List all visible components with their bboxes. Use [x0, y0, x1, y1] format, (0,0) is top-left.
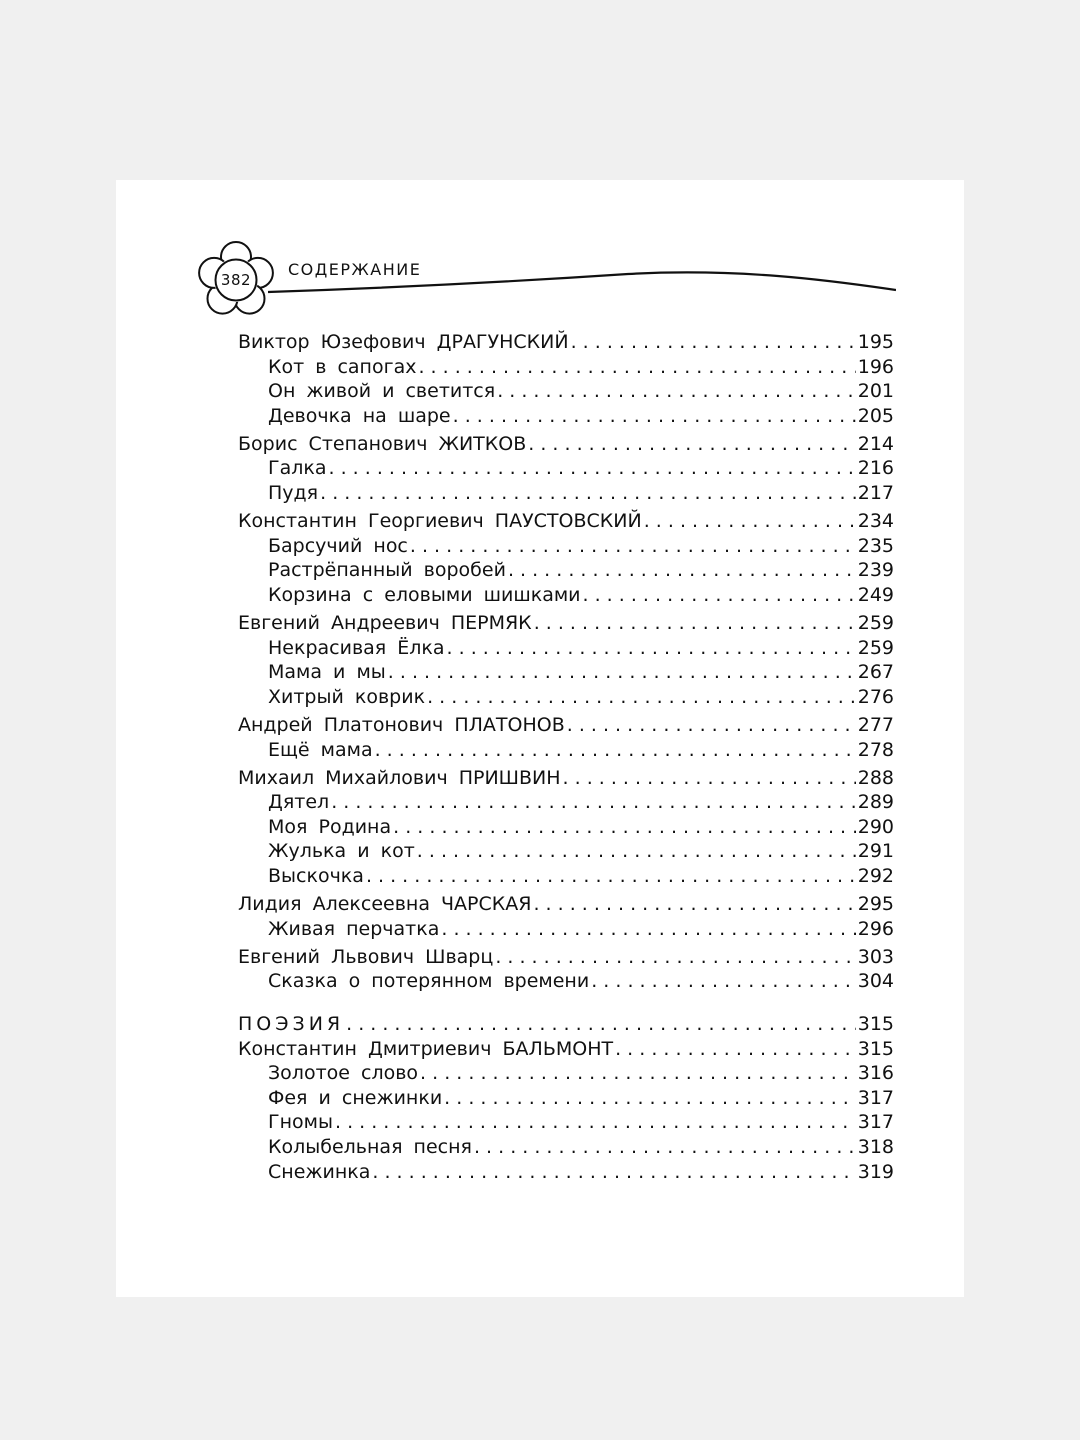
toc-entry-author[interactable]: [238, 330, 894, 355]
toc-entry-page: 278: [857, 738, 894, 761]
page-header: [196, 240, 896, 320]
toc-entry-page: 296: [857, 917, 894, 940]
toc-entry-title: Дятел: [268, 791, 330, 814]
dot-leader: [453, 404, 856, 429]
toc-entry-page: 195: [857, 331, 894, 353]
toc-entry-page: 290: [857, 815, 894, 838]
dot-leader: [320, 481, 856, 506]
toc-entry-page: 267: [857, 661, 894, 684]
toc-entry-title: Растрёпанный воробей: [268, 559, 506, 582]
toc-entry-story[interactable]: [238, 481, 894, 506]
toc-entry-page: 259: [857, 636, 894, 659]
page-number: 382: [220, 271, 252, 289]
dot-leader: [495, 945, 855, 970]
toc-entry-title: Хитрый коврик: [268, 685, 426, 708]
dot-leader: [591, 969, 856, 994]
toc-entry-author[interactable]: [238, 509, 894, 534]
toc-entry-title: Кот в сапогах: [268, 355, 417, 378]
dot-leader: [393, 815, 856, 840]
toc-entry-page: 292: [857, 864, 894, 887]
book-page: [116, 180, 964, 1297]
dot-leader: [447, 636, 856, 661]
toc-entry-page: 234: [857, 510, 894, 533]
toc-entry-story[interactable]: [238, 839, 894, 864]
toc-entry-page: 319: [857, 1160, 894, 1183]
toc-section-heading[interactable]: [238, 1012, 894, 1037]
toc-entry-author[interactable]: [238, 713, 894, 738]
toc-entry-title: Выскочка: [268, 864, 364, 887]
toc-entry-page: 201: [857, 380, 894, 403]
toc-entry-page: 288: [857, 766, 894, 789]
toc-entry-page: 216: [857, 457, 894, 480]
dot-leader: [329, 456, 856, 481]
toc-entry-story[interactable]: [238, 456, 894, 481]
dot-leader: [474, 1135, 856, 1160]
toc-entry-story[interactable]: [238, 1160, 894, 1185]
dot-leader: [441, 917, 855, 942]
dot-leader: [567, 713, 856, 738]
dot-leader: [335, 1110, 856, 1135]
toc-entry-title: Михаил Михайлович ПРИШВИН: [238, 766, 561, 789]
toc-entry-story[interactable]: [238, 1086, 894, 1111]
dot-leader: [346, 1012, 856, 1037]
toc-entry-title: Жулька и кот: [268, 840, 415, 863]
toc-entry-story[interactable]: [238, 534, 894, 559]
toc-entry-story[interactable]: [238, 379, 894, 404]
toc-entry-author[interactable]: [238, 1037, 894, 1062]
toc-entry-page: 205: [857, 404, 894, 427]
toc-entry-story[interactable]: [238, 790, 894, 815]
toc-entry-page: 315: [857, 1012, 894, 1035]
dot-leader: [563, 766, 856, 791]
toc-entry-page: 289: [857, 791, 894, 814]
dot-leader: [410, 534, 856, 559]
dot-leader: [418, 355, 855, 380]
toc-entry-title: Пудя: [268, 482, 319, 505]
dot-leader: [420, 1061, 856, 1086]
toc-entry-story[interactable]: [238, 685, 894, 710]
toc-entry-title: Константин Георгиевич ПАУСТОВСКИЙ: [238, 510, 642, 533]
toc-entry-title: Константин Дмитриевич БАЛЬМОНТ: [238, 1037, 614, 1060]
dot-leader: [417, 839, 856, 864]
toc-entry-story[interactable]: [238, 558, 894, 583]
toc-entry-title: Гномы: [268, 1111, 333, 1134]
toc-entry-story[interactable]: [238, 636, 894, 661]
dot-leader: [388, 660, 856, 685]
toc-entry-page: 249: [857, 583, 894, 606]
toc-entry-page: 315: [857, 1037, 894, 1060]
toc-entry-page: 196: [857, 355, 894, 378]
toc-entry-title: Снежинка: [268, 1160, 371, 1183]
toc-entry-title: Галка: [268, 457, 327, 480]
dot-leader: [615, 1037, 856, 1062]
toc-entry-page: 316: [857, 1062, 894, 1085]
toc-entry-title: Барсучий нос: [268, 534, 408, 557]
toc-entry-title: Ещё мама: [268, 738, 373, 761]
toc-entry-title: Сказка о потерянном времени: [268, 970, 590, 993]
dot-leader: [427, 685, 856, 710]
dot-leader: [508, 558, 856, 583]
toc-entry-title: Колыбельная песня: [268, 1135, 472, 1158]
toc-entry-story[interactable]: [238, 660, 894, 685]
toc-entry-author[interactable]: [238, 892, 894, 917]
toc-entry-story[interactable]: [238, 864, 894, 889]
dot-leader: [571, 330, 856, 355]
toc-entry-title: Борис Степанович ЖИТКОВ: [238, 432, 527, 455]
toc-entry-story[interactable]: [238, 1061, 894, 1086]
toc-entry-page: 277: [857, 713, 894, 736]
toc-entry-page: 239: [857, 559, 894, 582]
toc-entry-author[interactable]: [238, 945, 894, 970]
dot-leader: [375, 738, 856, 763]
table-of-contents: [238, 330, 894, 1184]
toc-entry-title: Евгений Львович Шварц: [238, 945, 494, 968]
toc-entry-title: Евгений Андреевич ПЕРМЯК: [238, 612, 532, 635]
toc-entry-title: ПОЭЗИЯ: [238, 1012, 345, 1035]
toc-entry-title: Он живой и светится: [268, 380, 496, 403]
toc-entry-page: 318: [857, 1135, 894, 1158]
toc-entry-story[interactable]: [238, 583, 894, 608]
toc-entry-page: 304: [857, 970, 894, 993]
toc-entry-title: Виктор Юзефович ДРАГУНСКИЙ: [238, 331, 569, 353]
dot-leader: [444, 1086, 856, 1111]
toc-entry-story[interactable]: [238, 917, 894, 942]
dot-leader: [366, 864, 856, 889]
header-wave-divider: [268, 270, 896, 310]
dot-leader: [497, 379, 856, 404]
toc-entry-title: Моя Родина: [268, 815, 392, 838]
toc-entry-title: Фея и снежинки: [268, 1086, 443, 1109]
toc-entry-story[interactable]: [238, 1135, 894, 1160]
toc-entry-page: 291: [857, 840, 894, 863]
toc-entry-title: Мама и мы: [268, 661, 386, 684]
toc-entry-title: Корзина с еловыми шишками: [268, 583, 581, 606]
dot-leader: [533, 892, 855, 917]
toc-entry-title: Андрей Платонович ПЛАТОНОВ: [238, 713, 565, 736]
toc-entry-page: 217: [857, 482, 894, 505]
page-title: СОДЕРЖАНИЕ: [288, 260, 422, 279]
dot-leader: [528, 432, 855, 457]
toc-entry-title: Девочка на шаре: [268, 404, 451, 427]
toc-entry-story[interactable]: [238, 969, 894, 994]
toc-entry-title: Некрасивая Ёлка: [268, 636, 445, 659]
toc-entry-page: 214: [857, 432, 894, 455]
toc-entry-author[interactable]: [238, 766, 894, 791]
toc-entry-page: 235: [857, 534, 894, 557]
dot-leader: [583, 583, 856, 608]
toc-entry-page: 317: [857, 1111, 894, 1134]
toc-entry-page: 276: [857, 685, 894, 708]
toc-entry-page: 303: [857, 945, 894, 968]
toc-entry-title: Золотое слово: [268, 1062, 419, 1085]
dot-leader: [372, 1160, 855, 1185]
toc-entry-title: Живая перчатка: [268, 917, 440, 940]
toc-entry-story[interactable]: [238, 815, 894, 840]
toc-entry-author[interactable]: [238, 432, 894, 457]
toc-entry-story[interactable]: [238, 404, 894, 429]
toc-entry-story[interactable]: [238, 355, 894, 380]
toc-entry-page: 259: [857, 612, 894, 635]
toc-entry-page: 295: [857, 893, 894, 916]
toc-entry-page: 317: [857, 1086, 894, 1109]
toc-entry-story[interactable]: [238, 738, 894, 763]
dot-leader: [331, 790, 856, 815]
dot-leader: [644, 509, 856, 534]
toc-entry-story[interactable]: [238, 1110, 894, 1135]
toc-entry-title: Лидия Алексеевна ЧАРСКАЯ: [238, 893, 532, 916]
dot-leader: [534, 611, 856, 636]
toc-entry-author[interactable]: [238, 611, 894, 636]
